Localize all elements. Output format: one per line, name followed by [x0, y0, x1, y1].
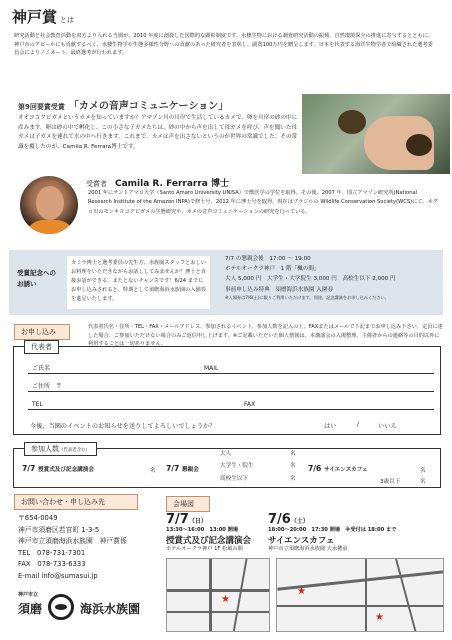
invitation-line: 事前申し込み特典 須磨海浜水族園 入園券 [225, 286, 334, 293]
venue-right-times: 18:00～20:00 17:30 開場 ※受付は 18:00 まで [268, 527, 397, 533]
address-field-label: ご住所 〒 [32, 383, 63, 390]
logo-fish-icon [48, 594, 74, 620]
contact-line: FAX 078-733-6333 [18, 560, 86, 568]
invitation-label: 受賞記念への お誘い [17, 269, 56, 288]
map-road [365, 559, 367, 632]
apply-heading: お申し込み [14, 324, 70, 340]
representative-form [13, 343, 441, 435]
station-star-icon: ★ [297, 586, 306, 597]
ceremony-unit: 名 [150, 468, 156, 474]
gala-unit: 名 [290, 451, 296, 457]
gala-row-label: 大人 [220, 451, 232, 457]
invitation-line: 大人 5,000 円 大学生・大学院生 3,000 円 高校生以下 2,000 円 [225, 276, 396, 283]
fax-field-label: FAX [244, 401, 256, 408]
map-road [232, 559, 247, 632]
portrait-shirt [24, 220, 76, 234]
option-separator: / [357, 421, 360, 428]
participants-caption [24, 442, 97, 456]
participants-form [13, 445, 441, 488]
event-date: 7/6 [308, 464, 322, 473]
no-option[interactable]: いいえ [378, 423, 397, 430]
event-date: 7/7 [166, 464, 180, 473]
portrait-face [36, 186, 64, 220]
venue-right-date [268, 512, 448, 527]
turtle-shell-shape [406, 134, 432, 156]
map-road [277, 605, 444, 607]
contact-line: TEL 078-731-7301 [18, 548, 86, 557]
laureate-bio: 2001 年にサントアマロ大学（Santo Amaro University UNISA）で獣医学の学位を取得。その後、2007 年、国立アマゾン研究所(National Research Institute of the Amazon INPA)で修士号、2012 年に博士号を取得。現在はブラジルの Wildlife Conservation Society(WCS)にて、ネグロ川のモンキヨコクビガメの生態研究や、カメの音声コミュニケーションの研究を行っている。 [88, 190, 438, 215]
tel-fax-row [28, 397, 434, 410]
aquarium-map [276, 558, 444, 632]
mail-field-label: MAIL [204, 365, 219, 372]
event-name: 授賞式及び記念講演会 [38, 467, 94, 473]
award-title: 「カメの音声コミュニケーション」 [68, 101, 229, 112]
venue-date-text: 7/7 [166, 512, 189, 527]
event-date: 7/7 [22, 464, 36, 473]
contact-line: 神戸市立須磨海浜水族園 神戸賞係 [18, 537, 127, 545]
tel-field-label: TEL [32, 401, 43, 408]
invitation-line: ホテルオークラ神戸 1 階「楓の間」 [225, 266, 320, 273]
turtle-photo [302, 94, 450, 174]
gala-row-label: 高校生以下 [220, 476, 248, 482]
venue-left-times: 13:30～16:00 13:00 開場 [166, 527, 239, 533]
award-heading [18, 97, 228, 112]
venue-heading: 会場図 [166, 496, 210, 512]
contact-line: E-mail info@sumasui.jp [18, 571, 98, 580]
apply-instructions: 代表者氏名・住所・TEL・FAX・メールアドレス、参加されるイベント、参加人数を記入の上、FAXまたはメールで下記までお申し込み下さい。定員に達した場合、ご参加いただけない場合のみご返信申し上げます。※ご記載いただいた個人情報は、本講演会の入場整理、主催者からの連絡等の目的以外に利用することは一切ありません。 [88, 324, 443, 348]
venue-left-date [166, 512, 270, 527]
intro-text: 研究活動と社会教育活動を双方より入れる当園が、2010 年度に創設した国際的な顕彰制度です。水棲生物における調査研究活動の振興、自然環境保全の推進に寄与するとともに、神戸市のアピールにも貢献するべく、水棲生物学や生態多様性分野への貢献のあった研究者を表彰し、副賞100万円を贈呈します。日本を代表する海洋生物学者で組織された選考委員会によりノミネート、最終選考が行われます。 [14, 33, 434, 56]
aquarium-logo [18, 591, 162, 621]
venue-star-icon: ★ [221, 594, 230, 605]
contact-block [18, 513, 127, 582]
map-road [209, 559, 212, 632]
contact-line: 神戸市須磨区若宮町 1-3-5 [18, 525, 100, 534]
venue-right [268, 512, 448, 553]
gala-event [166, 464, 199, 473]
participants-caption-note: （代表者含む） [59, 448, 90, 453]
award-label: 第9回要賞受賞 [18, 103, 65, 111]
invitation-details [225, 254, 439, 301]
gala-unit: 名 [290, 463, 296, 469]
event-name: サイエンスカフェ [324, 467, 368, 473]
turtle-shell-shape [338, 110, 366, 134]
name-field-label: ご氏名 [32, 365, 51, 372]
hotel-map [166, 558, 270, 632]
venue-star-icon: ★ [375, 612, 384, 623]
cafe-unit: 名 [420, 468, 426, 474]
logo-top-text: 神戸市立 [18, 592, 39, 598]
yes-option[interactable]: はい [324, 423, 337, 430]
venue-left [166, 512, 270, 553]
gala-row-label: 大学生・院生 [220, 463, 254, 469]
map-road [167, 589, 270, 592]
cafe-child-unit: 名 [420, 479, 426, 485]
title-suffix: とは [60, 16, 75, 24]
invitation-note: ※入場券は7/6(土)に限りご利用いただけます。別途、記念講演をお申し込みください。 [225, 294, 389, 300]
representative-caption: 代表者 [24, 340, 59, 354]
discovery-text: オオヨコクビガメというカメを知っていますか？アマゾン川の川岸で生活しているカメで、卵を川岸の砂の中に産みます。卵は砂の中で孵化し、この小さな子ガメたちは、砂の中から声を出して母ガメを呼び、声を聞いた母ガメは子ガメを連れて水の中へ行きます。これまで、カメは声を出さないというのが世界の常識でした。その常識を覆したのが、Camila R. Ferrara博士です。 [18, 115, 298, 150]
laureate-name-text: Camila R. Ferrarra 博士 [115, 179, 230, 189]
cafe-child-label: 3歳以下 [380, 479, 401, 485]
contact-heading: お問い合わせ・申し込み先 [14, 494, 138, 510]
venue-day-text: （土） [290, 518, 309, 525]
venue-date-text: 7/6 [268, 512, 291, 527]
laureate-role: 受賞者 [86, 180, 107, 188]
address-row [28, 379, 434, 392]
venue-left-event: 授賞式及び記念講演会 [166, 536, 252, 546]
invitation-line: 7/7 の懇親会後 17:00 ～ 19:00 [225, 256, 311, 262]
venue-right-event: サイエンスカフェ [268, 536, 335, 546]
invitation-band [9, 250, 443, 315]
invitation-description: カミラ博士と選考委員の先生方、水族園スタッフとおしいお料理をいただきながらお話ししてみませんか？博士と直接お話ができる、またとないチャンスです！6/24 までにお申し込みされると、特典として須磨海浜水族園の入園券を進呈いたします。 [67, 256, 210, 309]
logo-right-text: 海浜水族園 [80, 602, 141, 616]
map-road [395, 559, 417, 632]
venue-day-text: （日） [188, 518, 207, 525]
venue-left-place: ホテルオークラ神戸 1F 松風の間 [166, 546, 243, 552]
newsletter-question-text: 今後、当園のイベントのお知らせを送りしてよろしいでしょうか？ [30, 423, 216, 430]
map-road [167, 611, 270, 613]
laureate-name [86, 176, 229, 189]
name-mail-row [28, 361, 434, 374]
laureate-portrait [20, 176, 78, 234]
venue-right-place: 神戸市立須磨海浜水族園 大水槽前 [268, 546, 348, 552]
cafe-event [308, 464, 368, 473]
gala-unit: 名 [290, 476, 296, 482]
newsletter-question [30, 421, 430, 430]
page-title [12, 6, 74, 27]
contact-line: 〒654-0049 [18, 514, 58, 522]
event-name: 懇親会 [182, 467, 199, 473]
ceremony-event [22, 464, 94, 473]
logo-left-text: 須磨 [18, 602, 43, 616]
participants-caption-text: 参加人数 [31, 445, 59, 453]
title-text: 神戸賞 [12, 8, 58, 26]
